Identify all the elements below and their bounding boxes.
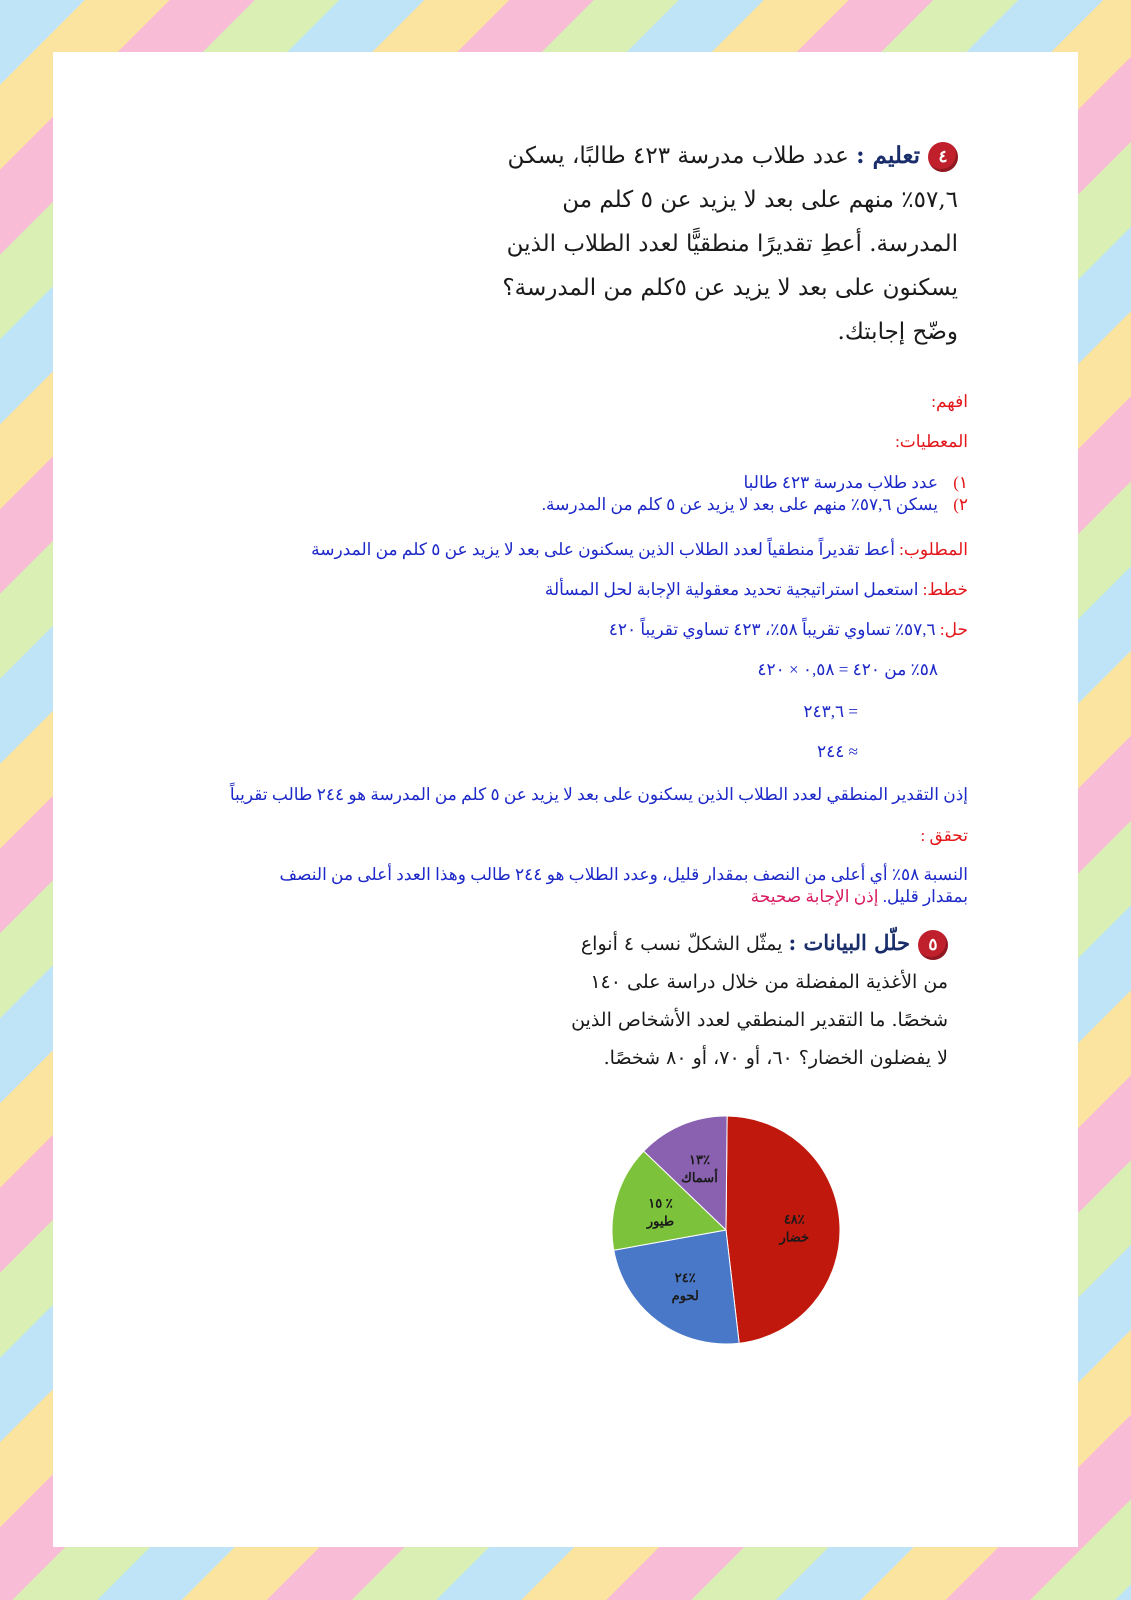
question-4-first-line xyxy=(398,134,958,178)
required-row xyxy=(311,540,968,560)
required-label: المطلوب: xyxy=(899,540,968,559)
givens-list xyxy=(542,472,968,516)
list-index: ٢) xyxy=(953,495,968,514)
list-item-text: يسكن ٥٧,٦٪ منهم على بعد لا يزيد عن ٥ كلم من المدرسة. xyxy=(541,495,938,514)
verify-label: تحقق : xyxy=(920,826,968,845)
question-number-badge: ٥ xyxy=(918,930,948,960)
pie-slice-percent-label: ١٥ ٪ xyxy=(648,1195,673,1211)
verify-line: النسبة ٥٨٪ أي أعلى من النصف بمقدار قليل، وعدد الطلاب هو ٢٤٤ طالب وهذا العدد أعلى من النصف xyxy=(279,865,968,884)
question-text-line: وضّح إجابتك. xyxy=(837,319,958,345)
solve-text: ٥٧,٦٪ تساوي تقريباً ٥٨٪، ٤٢٣ تساوي تقريباً ٤٢٠ xyxy=(608,620,936,639)
required-text: أعط تقديراً منطقياً لعدد الطلاب الذين يسكنون على بعد لا يزيد عن ٥ كلم من المدرسة xyxy=(311,540,895,559)
pie-slice-percent-label: ٤٨٪ xyxy=(783,1211,805,1227)
calc-line: = ٢٤٣,٦ xyxy=(803,702,858,721)
question-4 xyxy=(398,134,958,354)
question-text-line: شخصًا. ما التقدير المنطقي لعدد الأشخاص الذين xyxy=(571,1009,948,1031)
question-title: حلّل البيانات : xyxy=(788,930,910,955)
list-item xyxy=(542,472,968,494)
list-item-text: عدد طلاب مدرسة ٤٢٣ طالبا xyxy=(743,473,938,492)
pie-chart xyxy=(608,1110,848,1350)
pie-slice-percent-label: ١٣٪ xyxy=(688,1151,710,1167)
question-text-line: من الأغذية المفضلة من خلال دراسة على ١٤٠ xyxy=(590,971,948,993)
question-text-line: لا يفضلون الخضار؟ ٦٠، أو ٧٠، أو ٨٠ شخصًا. xyxy=(603,1047,948,1069)
question-text-line: المدرسة. أعطِ تقديرًا منطقيًّا لعدد الطلاب الذين xyxy=(506,231,958,257)
conclusion-text: إذن التقدير المنطقي لعدد الطلاب الذين يسكنون على بعد لا يزيد عن ٥ كلم من المدرسة هو ٢٤٤ طالب تقريباً xyxy=(229,785,968,804)
verify-text: بمقدار قليل. xyxy=(882,887,968,906)
understand-label: افهم: xyxy=(931,392,968,411)
question-number-badge: ٤ xyxy=(928,142,958,172)
list-index: ١) xyxy=(953,473,968,492)
page xyxy=(53,52,1078,1547)
question-text-line: عدد طلاب مدرسة ٤٢٣ طالبًا، يسكن xyxy=(507,143,849,169)
pie-slice-percent-label: ٢٤٪ xyxy=(674,1269,696,1285)
solve-row xyxy=(609,620,968,640)
calc-line: ≈ ٢٤٤ xyxy=(817,742,858,761)
solve-label: حل: xyxy=(939,620,968,639)
question-text-line: يمثّل الشكلّ نسب ٤ أنواع xyxy=(580,933,783,955)
verify-answer: إذن الإجابة صحيحة xyxy=(750,887,879,906)
question-5 xyxy=(428,924,948,1077)
question-text-line: يسكنون على بعد لا يزيد عن ٥كلم من المدرسة؟ xyxy=(502,275,958,301)
plan-row xyxy=(545,580,968,600)
pie-slice-name-label: طيور xyxy=(646,1213,675,1229)
pie-slice-name-label: أسماك xyxy=(681,1169,718,1185)
calc-line: ٥٨٪ من ٤٢٠ = ٠,٥٨ × ٤٢٠ xyxy=(757,660,938,679)
question-text-line: ٥٧,٦٪ منهم على بعد لا يزيد عن ٥ كلم من xyxy=(562,187,958,213)
givens-label: المعطيات: xyxy=(895,432,968,451)
pie-slice-name-label: خضار xyxy=(779,1229,810,1245)
question-5-first-line xyxy=(428,924,948,963)
pie-slice-name-label: لحوم xyxy=(671,1287,699,1303)
plan-text: استعمل استراتيجية تحديد معقولية الإجابة لحل المسألة xyxy=(544,580,919,599)
verify-line xyxy=(279,886,968,908)
plan-label: خطط: xyxy=(922,580,968,599)
list-item xyxy=(542,494,968,516)
question-title: تعليم : xyxy=(856,142,920,169)
verify-paragraph xyxy=(279,864,968,908)
